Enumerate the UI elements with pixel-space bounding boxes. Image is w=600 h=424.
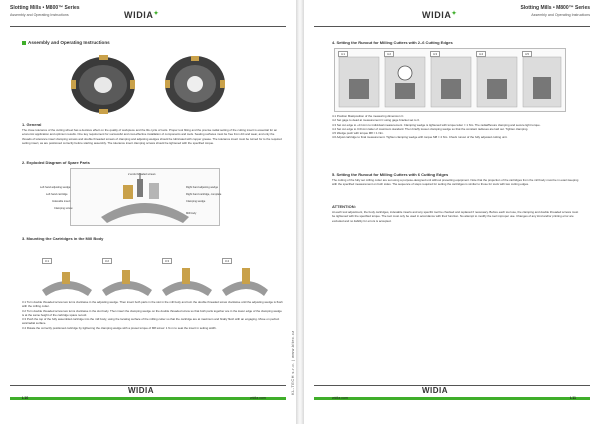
runout-step-4-label: 4.4: [476, 51, 486, 57]
runout-illustrations: [334, 48, 566, 112]
general-text: The close tolerance of the cutting wheel has a decisive effect on the quality of workpiece and the life cycle of tools. Proper tool fitting and the precise radial setting of the cutting insert is essential for an economic application and optimum results. One key requirement for successful and cost-effective installation of components and tools. Seating surfaces must be free from dirt and wear, and only the threads of tolerance insert clamping screws and double threaded screws of clamping and adjusting wedges should be lubricated with copper grease. The tolerance insert must be turned for to the required setting insert, as are positioned correctly before starting assembly. The tolerance insert clamping screws should be tightened with the specified torque.: [22, 128, 282, 145]
mounting-step-4-label: 3.4: [222, 258, 232, 264]
left-section-title: [22, 40, 110, 45]
runout-illustrations-art: [335, 49, 565, 111]
right-page-number: L11: [570, 396, 576, 400]
six-edges-title: 5. Setting the Runout for Milling Cutters with 6 Cutting Edges: [332, 172, 449, 177]
callout-threaded-screw: 2 ends threaded screws: [128, 173, 156, 176]
book-gutter: [296, 0, 304, 424]
left-header-logo: [124, 10, 159, 20]
right-footer-bar: [314, 397, 590, 400]
left-header-rule: [10, 26, 286, 27]
milling-cutter-photo: [55, 52, 245, 118]
attention-text: At each tool adjustment, the body cartridges, indexable inserts and any specific tool be checked and replaced if necessary. Before each tool use, the clamping and double threaded screws must be tightened with the specified torque. The tool must only be used in accordance with their function. No attempt to modify the tool improper use. Changes of any kind and/or printing error are excluded and no liability for errors is accepted.: [332, 210, 579, 223]
callout-clamping-screw: Clamping screw: [54, 207, 73, 210]
callout-left-wedge: Left hand adjusting wedge: [40, 186, 71, 189]
mounting-text: 3.1 Turn double threaded screw two turns clockwise in the adjusting wedge. Then insert both parts in the slot in the mill body and turn the double threaded screw clockwise until the adjusting wedge is flush with the milling cutter. 3.2 Turn double threaded screw two turns clockwise in the slot body. Then insert the clamping wedge on the double threaded screw so that both parts together are in the lower edge of the clamping wedge is at the same height of the cartridge space record. 3.3 Push the top of the fully assembled cartridge into the mill body, using the locating surface of the milling cutter so that the cartridge are at maximum and finally flush with an engaging. Move on perfect axis/radial surface. 3.4 Rotate the correctly positioned cartridge by tightening the clamping wedge with a preset torque of M8 screw: 1 N-m to seat the insert in setting width.: [22, 300, 283, 330]
mounting-step-2-label: 3.2: [102, 258, 112, 264]
runout-step-5-label: 4.5: [522, 51, 532, 57]
runout-step-3-label: 4.3: [430, 51, 440, 57]
callout-clamping-wedge: Clamping wedge: [186, 200, 206, 203]
left-brand-text: WIDIA: [124, 10, 154, 20]
right-header-logo: [422, 10, 457, 20]
left-header-title: Slotting Mills • M800™ Series: [10, 5, 80, 11]
bullet-square-icon: [22, 41, 26, 45]
exploded-diagram-art: [71, 169, 222, 225]
runout-text: 4.1 Position Mastposition of the measuring dimension C. 4.2 Set gage to dead at measurement C using gage bracket set to 0. 4.3 Set cut edge to +0.1mm to individual measurement. Clamping wedge is tightened with torque letter = 1 Nm. The radial/flexure clamping and secure light torque. 4.4 Set cut edge to 0.01mm latter of maximum standard. Then briefly loosen clamping wedge so that the constant radiuses are laid out. Tighten clamping. 4.5 Wedge push with torque M8 = 1 Nm. 4.6 Adjust cartridge to final measurement. Tighten clamping wedge with torque M8 = 4 Nm. Check runout of the fully adjusted cutting unit.: [332, 114, 541, 140]
widia-mark-icon: ✦: [153, 11, 160, 17]
exploded-diagram: [70, 168, 220, 226]
callout-mill-body: Mill body: [186, 212, 197, 215]
right-page: [304, 0, 600, 424]
attention-title: ATTENTION:: [332, 204, 356, 209]
callout-indexable-insert: Indexable insert: [52, 200, 71, 203]
cutter-photo-2: [165, 56, 225, 112]
runout-step-2-label: 4.2: [384, 51, 394, 57]
right-brand-text: WIDIA: [422, 10, 452, 20]
runout-title: 4. Setting the Runout for Milling Cutters with 2–6 Cutting Edges: [332, 40, 453, 45]
mounting-step-1-label: 3.1: [42, 258, 52, 264]
general-title: 1. General: [22, 122, 42, 127]
runout-step-1-label: 4.1: [338, 51, 348, 57]
left-header-subtitle: Assembly and Operating Instructions: [10, 13, 69, 17]
right-header-rule: [314, 26, 590, 27]
callout-left-cartridge: Left hand cartridge: [46, 193, 68, 196]
left-page-number: L10: [22, 396, 29, 400]
cutter-photo-1: [71, 55, 135, 114]
left-website[interactable]: widia.com: [250, 396, 266, 400]
right-footer-brand: WIDIA: [422, 386, 449, 395]
mounting-title: 3. Mounting the Cartridges in the Mill Body: [22, 236, 104, 241]
right-header-title: Slotting Mills • M800™ Series: [520, 5, 590, 11]
right-header-subtitle: Assembly and Operating Instructions: [531, 13, 590, 17]
left-section-title-text: Assembly and Operating Instructions: [28, 40, 110, 45]
callout-right-cartridge: Right hand cartridge, complete: [186, 193, 222, 196]
callout-right-wedge: Right hand adjusting wedge: [186, 186, 219, 189]
widia-mark-icon: ✦: [451, 11, 458, 17]
mounting-steps-illustration: [40, 250, 270, 298]
left-footer-bar: [10, 397, 286, 400]
exploded-title: 2. Exploded Diagram of Spare Parts: [22, 160, 90, 165]
right-website[interactable]: widia.com: [332, 396, 348, 400]
left-footer-brand: WIDIA: [128, 386, 155, 395]
left-footer-logo: [128, 386, 154, 395]
mounting-step-3-label: 3.3: [162, 258, 172, 264]
right-footer-rule: [314, 385, 590, 386]
six-edges-text: The cutting of the fully set milling cutter are set using a purpose-designed unit without presetting equipment. Note that the projection of the cartridges from the mill body must be in exact keeping with the specified measurement on both sides. The sequence of steps required for setting the cartridges is similar to those for tools with two cutting edges.: [332, 178, 579, 187]
right-footer-logo: [422, 386, 448, 395]
left-page: [0, 0, 296, 424]
left-sidebar-text: KL-TECH s.r.o. | www.kltec.cz: [290, 330, 295, 395]
